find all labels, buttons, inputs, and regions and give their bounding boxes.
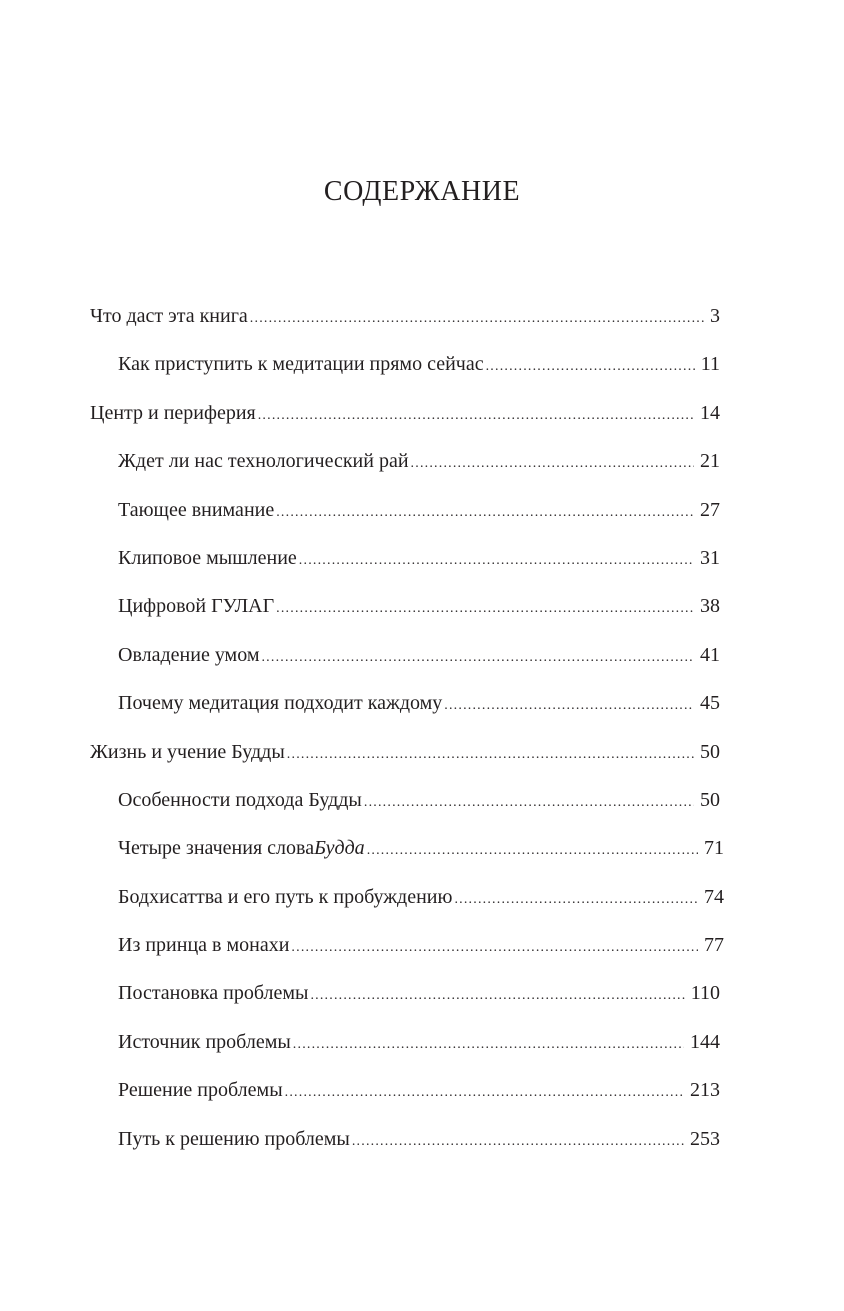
toc-line <box>90 403 720 423</box>
dot-leader <box>444 699 694 713</box>
toc-entry <box>0 590 844 638</box>
dot-leader <box>486 360 695 374</box>
toc-entry-title: Клиповое мышление <box>118 546 297 569</box>
toc-entry-title: Овладение умом <box>118 643 260 666</box>
toc-page-number: 31 <box>700 546 720 569</box>
toc-page-number: 71 <box>704 837 724 860</box>
dot-leader <box>258 409 694 423</box>
toc-entry <box>0 1123 844 1171</box>
toc-line <box>118 790 720 810</box>
toc-entry-title: Из принца в монахи <box>118 934 290 957</box>
toc-page-number: 144 <box>690 1030 720 1053</box>
dot-leader <box>250 312 704 326</box>
toc-page-number: 11 <box>700 353 720 376</box>
toc-line <box>118 1080 720 1100</box>
toc-entry <box>0 639 844 687</box>
dot-leader <box>364 796 694 810</box>
toc-entry-title: Ждет ли нас технологический рай <box>118 450 409 473</box>
toc-entry <box>0 300 844 348</box>
dot-leader <box>299 554 694 568</box>
toc-entry <box>0 736 844 784</box>
toc-line <box>118 645 720 665</box>
toc-line <box>118 887 724 907</box>
dot-leader <box>310 989 684 1003</box>
toc-page-number: 38 <box>700 595 720 618</box>
toc-entry-title: Решение проблемы <box>118 1079 283 1102</box>
toc-line <box>118 596 720 616</box>
toc-entry <box>0 542 844 590</box>
toc-entry-title: Что даст эта книга <box>90 305 248 327</box>
toc-entry <box>0 348 844 396</box>
toc-line <box>118 1129 720 1149</box>
toc-line <box>90 306 720 326</box>
dot-leader <box>285 1086 684 1100</box>
toc-page-number: 41 <box>700 643 720 666</box>
dot-leader <box>293 1038 684 1052</box>
toc-page-number: 253 <box>690 1127 720 1150</box>
toc-page-number: 45 <box>700 692 720 715</box>
toc-entry-title: Центр и периферия <box>90 401 256 424</box>
toc-line <box>118 983 720 1003</box>
toc-entry-title: Почему медитация подходит каждому <box>118 692 443 715</box>
toc-entry <box>0 832 844 880</box>
toc-entry-title: Как приступить к медитации прямо сейчас <box>118 353 484 376</box>
dot-leader <box>454 893 698 907</box>
dot-leader <box>276 602 694 616</box>
table-of-contents <box>0 300 844 1171</box>
toc-entry <box>0 881 844 929</box>
toc-entry <box>0 687 844 735</box>
toc-page-number: 74 <box>704 885 724 908</box>
toc-page-number: 50 <box>700 788 720 811</box>
dot-leader <box>411 457 694 471</box>
toc-page-number: 50 <box>700 740 720 763</box>
toc-entry-title: Источник проблемы <box>118 1030 291 1053</box>
toc-page-number: 77 <box>704 934 724 957</box>
toc-entry <box>0 445 844 493</box>
toc-page-number: 110 <box>690 982 720 1005</box>
toc-line <box>118 693 720 713</box>
dot-leader <box>287 748 694 762</box>
toc-line <box>118 1032 720 1052</box>
toc-line <box>118 548 720 568</box>
toc-page-number: 27 <box>700 498 720 521</box>
dot-leader <box>276 506 694 520</box>
toc-entry <box>0 929 844 977</box>
toc-entry <box>0 784 844 832</box>
toc-entry-title: Четыре значения слова <box>118 837 315 860</box>
toc-entry-title: Путь к решению проблемы <box>118 1127 350 1150</box>
toc-entry <box>0 1026 844 1074</box>
toc-entry <box>0 1074 844 1122</box>
dot-leader <box>261 651 694 665</box>
toc-page-number: 14 <box>700 401 720 424</box>
toc-entry <box>0 397 844 445</box>
toc-line <box>118 354 720 374</box>
toc-entry-title-italic: Будда <box>314 837 365 860</box>
toc-page-number: 213 <box>690 1079 720 1102</box>
toc-entry-title: Жизнь и учение Будды <box>90 740 285 763</box>
toc-line <box>118 500 720 520</box>
dot-leader <box>291 941 698 955</box>
toc-line <box>118 451 720 471</box>
toc-page-number: 21 <box>700 450 720 473</box>
toc-entry-title: Цифровой ГУЛАГ <box>118 595 275 618</box>
toc-line <box>118 838 724 858</box>
toc-entry <box>0 494 844 542</box>
toc-page-number: 3 <box>710 305 720 327</box>
toc-line <box>90 742 720 762</box>
toc-entry-title: Постановка проблемы <box>118 982 309 1005</box>
toc-entry-title: Тающее внимание <box>118 498 275 521</box>
dot-leader <box>367 844 698 858</box>
toc-entry <box>0 977 844 1025</box>
page-title: СОДЕРЖАНИЕ <box>323 176 521 207</box>
toc-line <box>118 935 724 955</box>
toc-entry-title: Особенности подхода Будды <box>118 788 362 811</box>
toc-entry-title: Бодхисаттва и его путь к пробуждению <box>118 885 453 908</box>
dot-leader <box>352 1135 684 1149</box>
